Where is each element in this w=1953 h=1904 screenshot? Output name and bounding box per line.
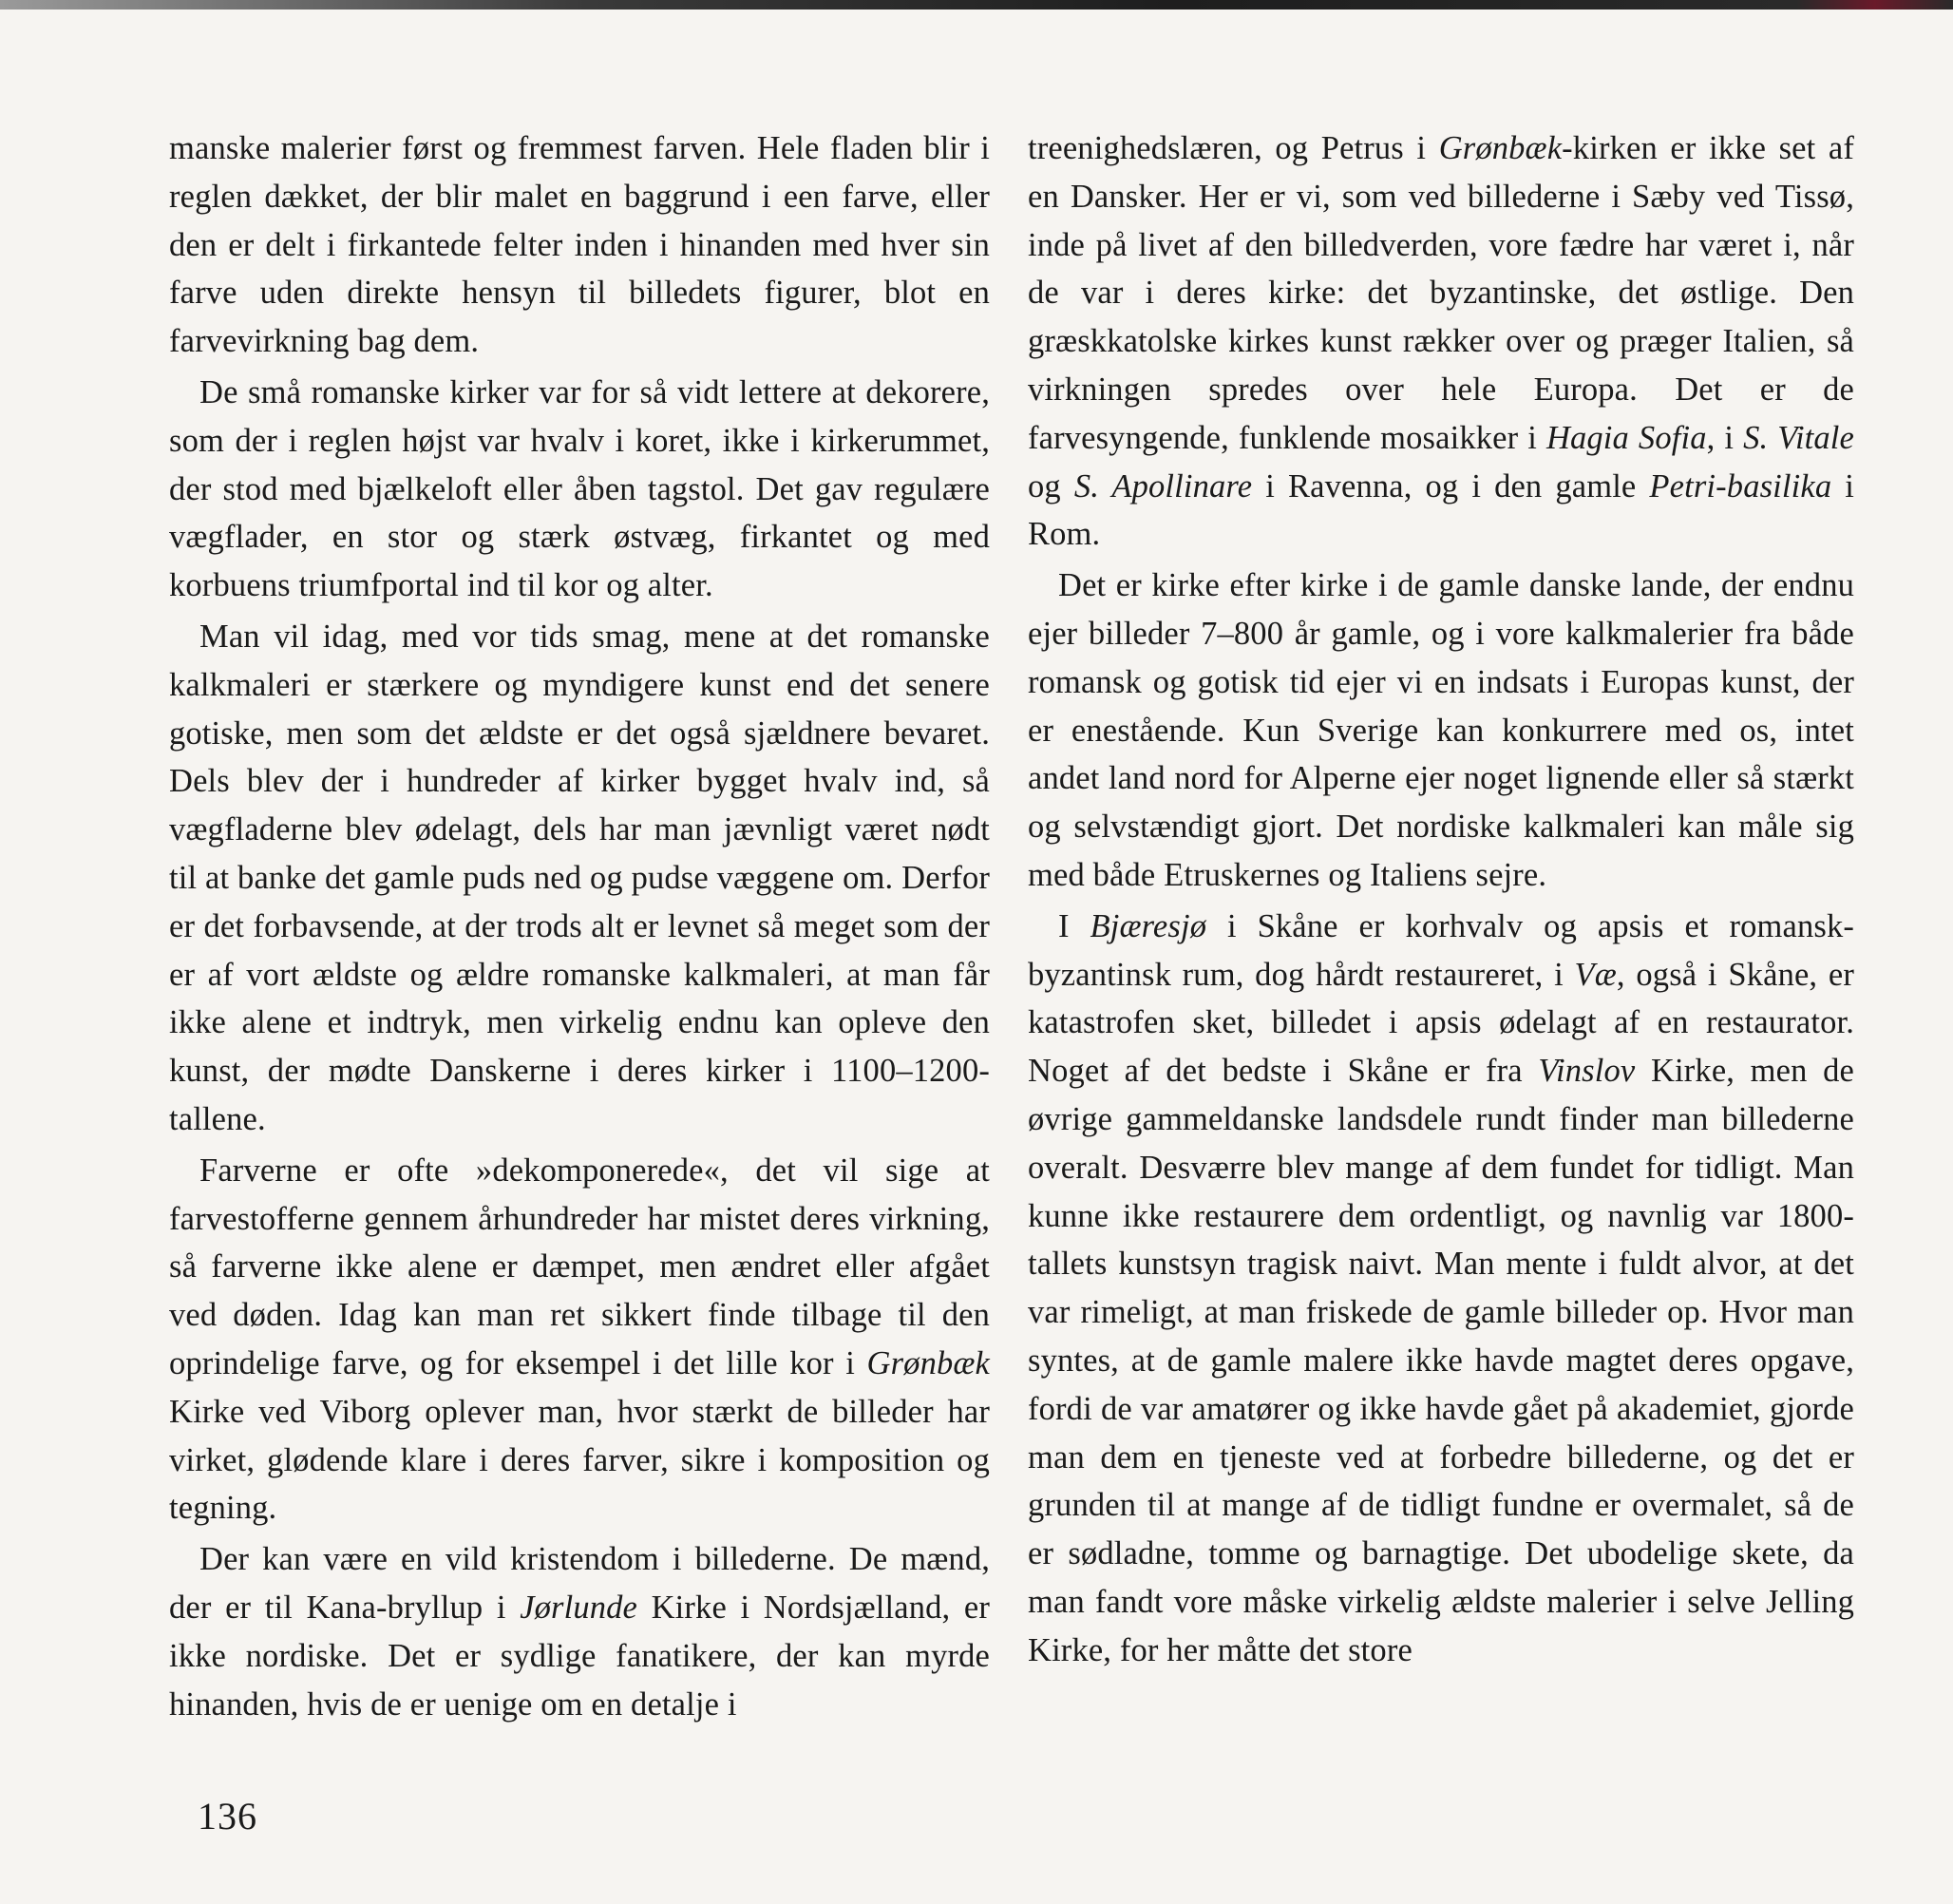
- text-run: Der kan være en vild kristendom i billederne. De mænd, der er til Kana-bryllup i: [169, 1541, 990, 1626]
- paragraph: [169, 369, 990, 610]
- paragraph: [1028, 562, 1854, 900]
- text-run: Det er kirke efter kirke i de gamle danske lande, der endnu ejer billeder 7–800 år gamle, og i vore kalkmalerier fra både romansk og gotisk tid ejer vi en indsats i Europas kunst, der er enestående. Kun Sverige kan konkurrere med os, intet andet land nord for Alperne ejer noget lignende eller så stærkt og selvstændigt gjort. Det nordiske kalkmaleri kan måle sig med både Etruskernes og Italiens sejre.: [1028, 567, 1854, 893]
- text-run: I: [1058, 907, 1090, 944]
- paragraph: [169, 1147, 990, 1533]
- text-run: Kirke ved Viborg oplever man, hvor stærkt de billeder har virket, glødende klare i deres farver, sikre i komposition og tegning.: [169, 1393, 990, 1527]
- paragraph: [169, 1535, 990, 1728]
- text-run: i Rom.: [1028, 467, 1855, 553]
- text-run: , i: [1706, 419, 1744, 456]
- text-run: Farverne er ofte »dekomponerede«, det vil sige at farvestofferne gennem århundreder har mistet deres virkning, så farverne ikke alene er dæmpet, men ændret eller afgået ved døden. Idag kan man ret sikkert finde tilbage til den oprindelige farve, og for eksempel i det lille kor i: [169, 1152, 990, 1381]
- right-text-column: [1028, 124, 1854, 1675]
- paragraph: [169, 124, 990, 366]
- text-run: Kirke i Nordsjælland, er ikke nordiske. Det er sydlige fanatikere, der kan myrde hinanden, hvis de er uenige om en detalje i: [169, 1589, 990, 1723]
- page-top-edge: [0, 0, 1953, 10]
- paragraph: [1028, 903, 1854, 1675]
- italic-text: S. Apollinare: [1073, 467, 1253, 505]
- italic-text: Petri-basilika: [1649, 467, 1832, 505]
- italic-text: Væ: [1574, 956, 1617, 993]
- italic-text: Vinslov: [1538, 1053, 1636, 1090]
- text-run: i Ravenna, og i den gamle: [1252, 467, 1650, 505]
- text-run: Man vil idag, med vor tids smag, mene at det romanske kalkmaleri er stærkere og myndigere kunst end det senere gotiske, men som det ældste er det også sjældnere bevaret. Dels blev der i hundreder af kirker bygget hvalv ind, så vægfladerne blev ødelagt, dels har man jævnligt været nødt til at banke det gamle puds ned og pudse væggene om. Derfor er det forbavsende, at der trods alt er levnet så meget som der er af vort ældste og ældre romanske kalkmaleri, at man får ikke alene et indtryk, men virkelig endnu kan opleve den kunst, der mødte Danskerne i deres kirker i 1100–1200-tallene.: [169, 618, 990, 1137]
- paragraph: [1028, 124, 1854, 559]
- text-run: De små romanske kirker var for så vidt lettere at dekorere, som der i reglen højst var hvalv i koret, ikke i kirkerummet, der stod med bjælkeloft eller åben tagstol. Det gav regulære vægflader, en stor og stærk østvæg, firkantet og med korbuens triumfportal ind til kor og alter.: [169, 373, 990, 604]
- text-run: og: [1028, 467, 1074, 505]
- left-text-column: [169, 124, 990, 1728]
- text-run: -kirken er ikke set af en Dansker. Her er vi, som ved billederne i Sæby ved Tissø, inde på livet af den billedverden, vore fædre har været i, når de var i deres kirke: det byzantinske, det østlige. Den græskkatolske kirkes kunst rækker over og præger Italien, så virkningen spredes over hele Europa. Det er de farvesyngende, funklende mosaikker i: [1028, 130, 1854, 456]
- italic-text: Grønbæk: [1438, 130, 1563, 166]
- text-run: i Skåne er korhvalv og apsis et romansk-byzantinsk rum, dog hårdt restaureret, i: [1028, 907, 1855, 993]
- text-run: , også i Skåne, er katastrofen sket, billedet i apsis ødelagt af en restaurator. Noget af det bedste i Skåne er fra: [1028, 956, 1855, 1090]
- italic-text: Bjæresjø: [1090, 907, 1207, 944]
- text-run: treenighedslæren, og Petrus i: [1028, 130, 1439, 166]
- text-run: manske malerier først og fremmest farven. Hele fladen blir i reglen dækket, der blir malet en baggrund i een farve, eller den er delt i firkantede felter inden i hinanden med hver sin farve uden direkte hensyn til billedets figurer, blot en farvevirkning bag dem.: [169, 130, 990, 360]
- paragraph: [169, 613, 990, 1144]
- text-run: Kirke, men de øvrige gammeldanske landsdele rundt finder man billederne overalt. Desværre blev mange af dem fundet for tidligt. Man kunne ikke restaurere dem ordentligt, og navnlig var 1800-tallets kunstsyn tragisk naivt. Man mente i fuldt alvor, at det var rimeligt, at man friskede de gamle billeder op. Hvor man syntes, at de gamle malere ikke havde magtet deres opgave, fordi de var amatører og ikke havde gået på akademiet, gjorde man dem en tjeneste ved at forbedre billederne, og det er grunden til at mange af de tidligt fundne er overmalet, så de er sødladne, tomme og barnagtige. Det ubodelige skete, da man fandt vore måske virkelig ældste malerier i selve Jelling Kirke, for her måtte det store: [1028, 1053, 1854, 1668]
- italic-text: S. Vitale: [1743, 419, 1855, 456]
- italic-text: Jørlunde: [520, 1589, 638, 1626]
- italic-text: Grønbæk: [866, 1344, 990, 1381]
- italic-text: Hagia Sofia: [1545, 419, 1707, 456]
- page-number: 136: [198, 1795, 257, 1837]
